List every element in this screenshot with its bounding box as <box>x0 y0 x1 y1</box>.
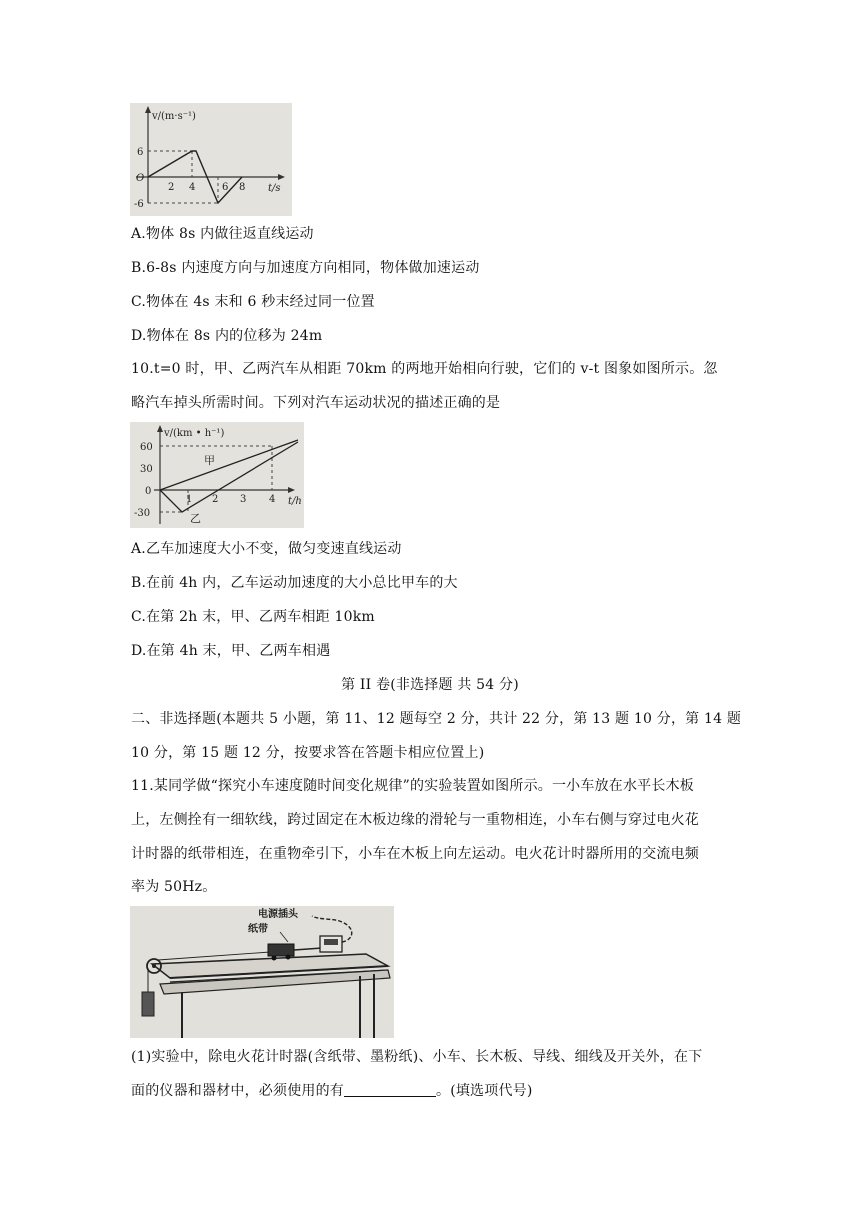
q10-stem-line2: 略汽车掉头所需时间。下列对汽车运动状况的描述正确的是 <box>131 395 501 411</box>
part2-instructions-line1: 二、非选择题(本题共 5 小题，第 11、12 题每空 2 分，共计 22 分，第 13 题 10 分，第 14 题 <box>131 711 742 727</box>
fig2-label-yi: 乙 <box>190 512 201 525</box>
q9-option-d: D.物体在 8s 内的位移为 24m <box>131 328 323 344</box>
fig1-xlabel: t/s <box>268 183 281 194</box>
fig2-xtick-3: 3 <box>240 494 247 505</box>
fig3-label-power-plug: 电源插头 <box>258 909 298 920</box>
q11-sub1-line1: (1)实验中，除电火花计时器(含纸带、墨粉纸)、小车、长木板、导线、细线及开关外，在下 <box>131 1049 703 1065</box>
q10-option-b: B.在前 4h 内，乙车运动加速度的大小总比甲车的大 <box>131 575 458 591</box>
fig2-ytick-neg30: -30 <box>134 508 151 519</box>
fig2-ytick-0: 0 <box>145 486 152 497</box>
fig1-xtick-2: 2 <box>168 182 175 193</box>
figure-vt-graph-2 <box>130 422 304 528</box>
q11-sub1-text-before: 面的仪器和器材中，必须使用的有 <box>131 1083 344 1099</box>
fig1-xtick-8: 8 <box>239 182 246 193</box>
figure-vt-graph-1 <box>130 103 292 216</box>
fig1-xtick-6: 6 <box>222 182 229 193</box>
q10-option-a: A.乙车加速度大小不变，做匀变速直线运动 <box>131 541 402 557</box>
fig2-ytick-60: 60 <box>140 442 153 453</box>
figure-apparatus <box>130 906 394 1038</box>
fig2-label-jia: 甲 <box>204 454 215 467</box>
fig2-xtick-1: 1 <box>186 494 193 505</box>
q9-option-c: C.物体在 4s 末和 6 秒末经过同一位置 <box>131 294 375 310</box>
q10-option-c: C.在第 2h 末，甲、乙两车相距 10km <box>131 609 375 625</box>
q9-option-a: A.物体 8s 内做往返直线运动 <box>131 226 314 242</box>
fig1-ylabel: v/(m·s⁻¹) <box>152 111 196 122</box>
fig2-ylabel: v/(km • h⁻¹) <box>164 428 225 439</box>
fig2-xlabel: t/h <box>288 496 302 507</box>
fig2-xtick-4: 4 <box>269 494 276 505</box>
section-title: 第 II 卷(非选择题 共 54 分) <box>341 677 519 693</box>
q11-sub1-line2 <box>131 1081 533 1101</box>
fig3-label-paper-tape: 纸带 <box>248 924 268 935</box>
q10-option-d: D.在第 4h 末，甲、乙两车相遇 <box>131 643 331 659</box>
fig2-ytick-30: 30 <box>140 464 153 475</box>
fig2-xtick-2: 2 <box>212 494 219 505</box>
q9-option-b: B.6-8s 内速度方向与加速度方向相同，物体做加速运动 <box>131 260 480 276</box>
fig1-xtick-4: 4 <box>189 182 196 193</box>
q11-stem-line3: 计时器的纸带相连，在重物牵引下，小车在木板上向左运动。电火花计时器所用的交流电频 <box>131 846 699 862</box>
q11-stem-line1: 11.某同学做“探究小车速度随时间变化规律”的实验装置如图所示。一小车放在水平长木板 <box>131 778 694 794</box>
fig1-origin: O <box>136 173 145 184</box>
fig1-ytick-6: 6 <box>137 147 144 158</box>
answer-blank <box>344 1082 436 1097</box>
part2-instructions-line2: 10 分，第 15 题 12 分，按要求答在答题卡相应位置上) <box>131 745 485 761</box>
q10-stem-line1: 10.t=0 时，甲、乙两汽车从相距 70km 的两地开始相向行驶，它们的 v-t 图象如图所示。忽 <box>131 361 718 377</box>
q11-stem-line4: 率为 50Hz。 <box>131 879 217 895</box>
q11-stem-line2: 上，左侧拴有一细软线，跨过固定在木板边缘的滑轮与一重物相连，小车右侧与穿过电火花 <box>131 812 699 828</box>
q11-sub1-text-after: 。(填选项代号) <box>436 1083 533 1099</box>
fig1-ytick-neg6: -6 <box>134 199 144 210</box>
